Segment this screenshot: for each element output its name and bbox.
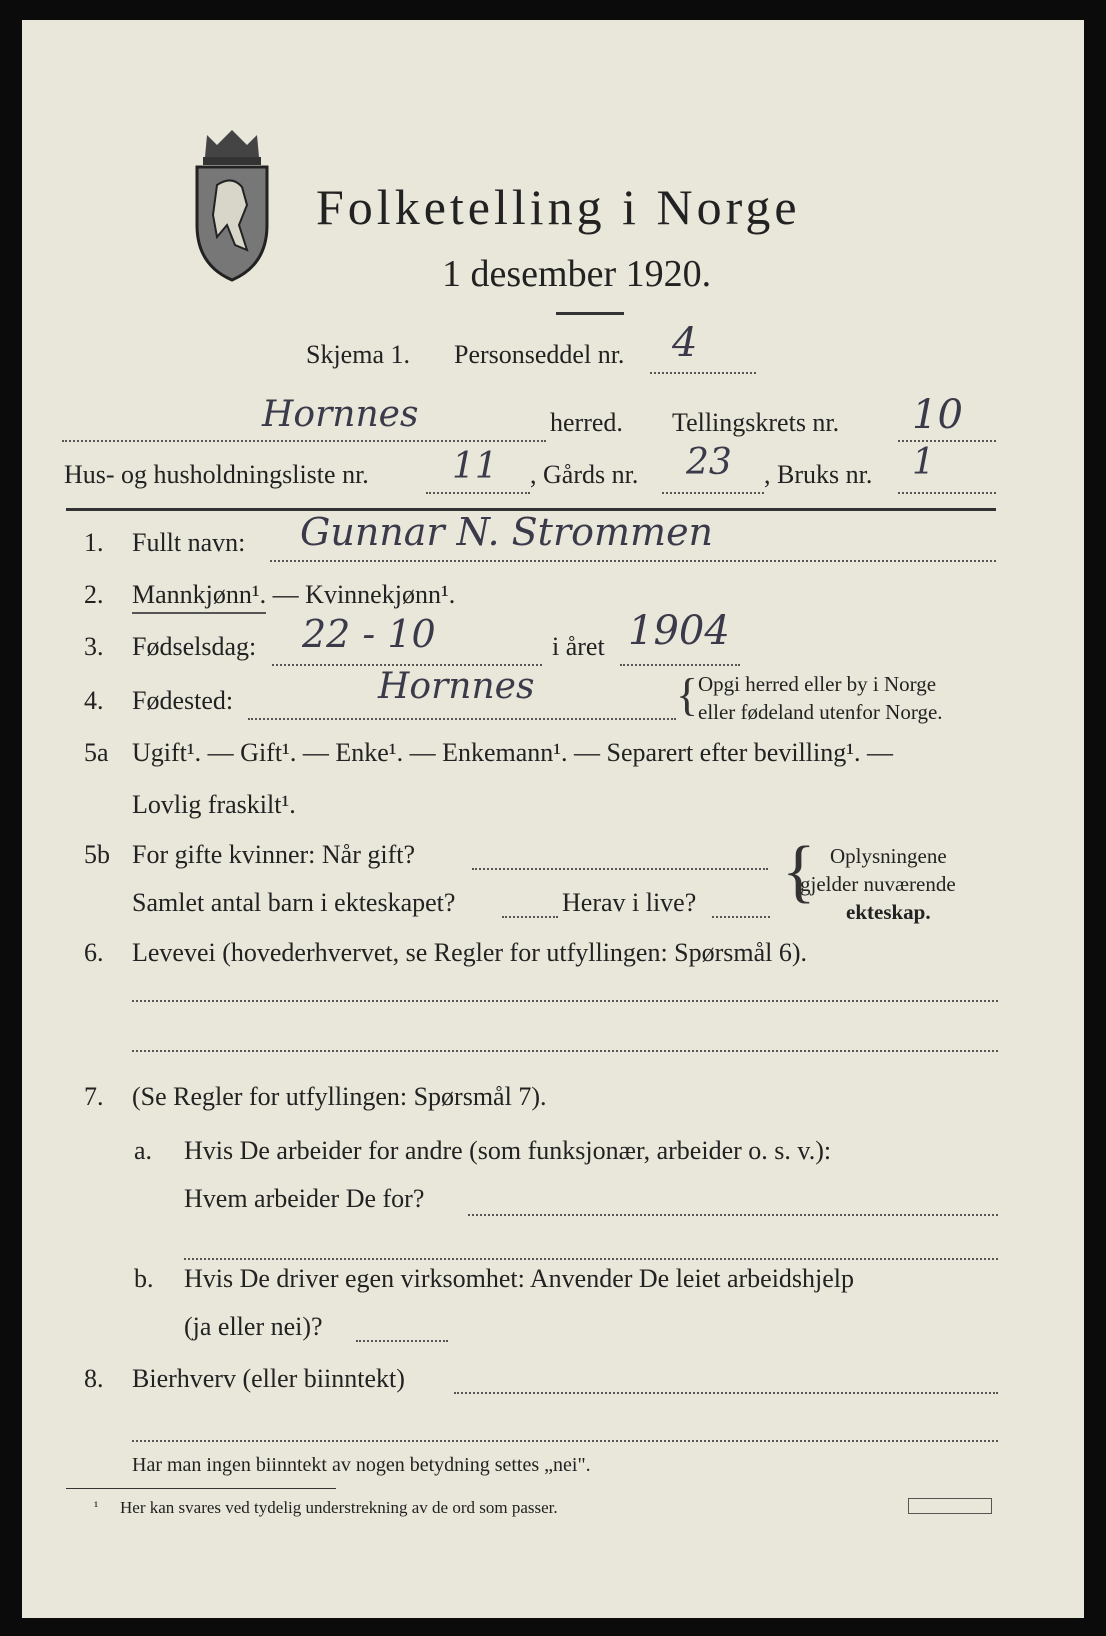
marriage-note-brace: {: [782, 833, 816, 910]
footnote-divider: [66, 1488, 336, 1489]
children-line: [502, 916, 558, 918]
birthday-value: 22 - 10: [302, 612, 436, 656]
form-title: Folketelling i Norge: [316, 179, 801, 235]
gards-label: , Gårds nr.: [530, 460, 639, 489]
skjema-label: Skjema 1.: [306, 340, 410, 369]
alive-label: Herav i live?: [562, 888, 697, 917]
q7a-question: Hvis De arbeider for andre (som funksjonær, arbeider o. s. v.):: [184, 1136, 832, 1165]
herred-line: [62, 440, 546, 442]
alive-line: [712, 916, 770, 918]
occupation-label: Levevei (hovederhvervet, se Regler for utfyllingen: Spørsmål 6).: [132, 938, 808, 967]
birthplace-label: Fødested:: [132, 686, 234, 715]
children-label: Samlet antal barn i ekteskapet?: [132, 888, 456, 917]
side-income-line: [454, 1392, 998, 1394]
q7-number: 7.: [84, 1082, 104, 1111]
marital-status-options-2: Lovlig fraskilt¹.: [132, 790, 296, 819]
gards-value: 23: [686, 442, 732, 483]
hired-help-line: [356, 1340, 448, 1342]
married-when-label: For gifte kvinner: Når gift?: [132, 840, 416, 869]
herred-label: herred.: [550, 408, 623, 437]
hus-value: 11: [452, 446, 498, 487]
printer-stamp-icon: [908, 1498, 992, 1514]
full-name-line: [270, 560, 996, 562]
bruks-value: 1: [912, 442, 935, 483]
personseddel-label: Personseddel nr.: [454, 340, 625, 369]
q3-number: 3.: [84, 632, 104, 661]
birthday-label: Fødselsdag:: [132, 632, 257, 661]
bruks-line: [898, 492, 996, 494]
birthplace-line: [248, 718, 676, 720]
herred-value: Hornnes: [262, 394, 419, 435]
title-divider: [556, 312, 624, 315]
sex-options: Mannkjønn¹. — Kvinnekjønn¹.: [132, 580, 456, 609]
q2-number: 2.: [84, 580, 104, 609]
hus-label: Hus- og husholdningsliste nr.: [64, 460, 369, 489]
birthplace-value: Hornnes: [378, 666, 535, 707]
q5b-number: 5b: [84, 840, 110, 869]
marriage-note-3: ekteskap.: [846, 900, 931, 924]
bruks-label: , Bruks nr.: [764, 460, 873, 489]
side-income-line-2: [132, 1440, 998, 1442]
marriage-note-1: Oplysningene: [830, 844, 947, 868]
hired-help-label: (ja eller nei)?: [184, 1312, 323, 1341]
q8-number: 8.: [84, 1364, 104, 1393]
birthplace-note-line1: Opgi herred eller by i Norge: [698, 672, 937, 696]
census-form: [22, 20, 1084, 1618]
footnote-mark: ¹: [94, 1500, 99, 1515]
birth-year-line: [620, 664, 740, 666]
q7b-question: Hvis De driver egen virksomhet: Anvender De leiet arbeidshjelp: [184, 1264, 855, 1293]
married-when-line: [472, 868, 768, 870]
tellingskrets-label: Tellingskrets nr.: [672, 408, 840, 437]
q4-number: 4.: [84, 686, 104, 715]
occupation-line-1: [132, 1000, 998, 1002]
side-income-note: Har man ingen biinntekt av nogen betydning settes „nei".: [132, 1454, 591, 1476]
q7-label: (Se Regler for utfyllingen: Spørsmål 7).: [132, 1082, 547, 1111]
birth-year-value: 1904: [628, 608, 730, 654]
mannkjonn-underline: [132, 612, 266, 614]
hus-line: [426, 492, 530, 494]
birthplace-note-line2: eller fødeland utenfor Norge.: [698, 700, 943, 724]
occupation-line-2: [132, 1050, 998, 1052]
q7a-letter: a.: [134, 1136, 153, 1165]
side-income-label: Bierhverv (eller biinntekt): [132, 1364, 405, 1393]
footnote-text: Her kan svares ved tydelig understrekning av de ord som passer.: [120, 1498, 558, 1517]
q5a-number: 5a: [84, 738, 109, 767]
birthplace-note-brace: {: [676, 669, 699, 720]
full-name-value: Gunnar N. Strommen: [300, 510, 714, 554]
birth-year-label: i året: [552, 632, 605, 661]
employer-line: [468, 1214, 998, 1216]
employer-label: Hvem arbeider De for?: [184, 1184, 425, 1213]
q6-number: 6.: [84, 938, 104, 967]
marriage-note-2: gjelder nuværende: [800, 872, 956, 896]
personseddel-value: 4: [672, 320, 698, 366]
norway-coat-of-arms-icon: [187, 125, 277, 285]
personseddel-line: [650, 372, 756, 374]
full-name-label: Fullt navn:: [132, 528, 246, 557]
q1-number: 1.: [84, 528, 104, 557]
marital-status-options: Ugift¹. — Gift¹. — Enke¹. — Enkemann¹. — Separert efter bevilling¹. —: [132, 738, 894, 767]
tellingskrets-value: 10: [912, 392, 963, 438]
q7b-letter: b.: [134, 1264, 154, 1293]
employer-line-2: [184, 1258, 998, 1260]
census-date: 1 desember 1920.: [442, 253, 712, 295]
gards-line: [662, 492, 764, 494]
